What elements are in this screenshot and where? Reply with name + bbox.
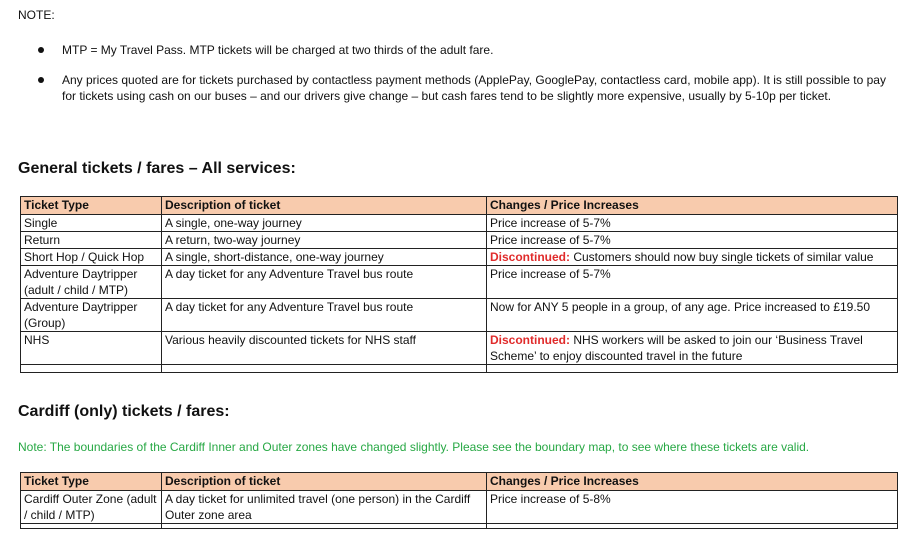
empty-cell: [162, 524, 487, 529]
ticket-type-cell: Adventure Daytripper (adult / child / MTP): [21, 266, 162, 299]
changes-text: Now for ANY 5 people in a group, of any age. Price increased to £19.50: [490, 300, 871, 314]
changes-text: Price increase of 5-8%: [490, 492, 611, 506]
discontinued-label: Discontinued:: [490, 250, 570, 264]
changes-cell: [487, 232, 898, 249]
list-item: [36, 72, 896, 104]
changes-cell: [487, 249, 898, 266]
changes-cell: [487, 215, 898, 232]
description-cell: A single, short-distance, one-way journey: [162, 249, 487, 266]
ticket-type-cell: Single: [21, 215, 162, 232]
ticket-type-cell: Cardiff Outer Zone (adult / child / MTP): [21, 491, 162, 524]
changes-cell: [487, 266, 898, 299]
description-cell: A single, one-way journey: [162, 215, 487, 232]
table-row-empty: [21, 524, 898, 529]
table-row: [21, 215, 898, 232]
ticket-type-cell: NHS: [21, 332, 162, 365]
empty-cell: [21, 365, 162, 373]
description-cell: A return, two-way journey: [162, 232, 487, 249]
cardiff-heading: Cardiff (only) tickets / fares:: [18, 403, 230, 420]
table-row: [21, 232, 898, 249]
header-description: Description of ticket: [162, 473, 487, 491]
empty-cell: [162, 365, 487, 373]
empty-cell: [487, 365, 898, 373]
description-cell: Various heavily discounted tickets for NHS staff: [162, 332, 487, 365]
bullet-icon: [38, 47, 44, 53]
table-row: [21, 491, 898, 524]
cardiff-fares-table: [20, 472, 898, 529]
changes-cell: [487, 299, 898, 332]
general-fares-table: [20, 196, 898, 373]
description-cell: A day ticket for unlimited travel (one person) in the Cardiff Outer zone area: [162, 491, 487, 524]
table-row-empty: [21, 365, 898, 373]
bullet-text: Any prices quoted are for tickets purchased by contactless payment methods (ApplePay, GooglePay, contactless card, mobile app). It is still possible to pay for tickets using cash on our buses – and our drivers give change – but cash fares tend to be slightly more expensive, usually by 5-10p per ticket.: [62, 73, 886, 103]
description-cell: A day ticket for any Adventure Travel bus route: [162, 266, 487, 299]
changes-text: NHS workers will be asked to join our ‘Business Travel Scheme’ to enjoy discounted travel in the future: [490, 333, 863, 363]
header-ticket-type: Ticket Type: [21, 473, 162, 491]
table-row: [21, 299, 898, 332]
ticket-type-cell: Short Hop / Quick Hop: [21, 249, 162, 266]
changes-cell: [487, 491, 898, 524]
note-label: NOTE:: [18, 8, 55, 22]
ticket-type-cell: Return: [21, 232, 162, 249]
discontinued-label: Discontinued:: [490, 333, 570, 347]
empty-cell: [21, 524, 162, 529]
table-header-row: [21, 197, 898, 215]
table-row: [21, 332, 898, 365]
cardiff-note: Note: The boundaries of the Cardiff Inner and Outer zones have changed slightly. Please see the boundary map, to see where these tickets are valid.: [18, 440, 810, 454]
changes-text: Price increase of 5-7%: [490, 216, 611, 230]
changes-cell: [487, 332, 898, 365]
table-row: [21, 266, 898, 299]
changes-text: Customers should now buy single tickets of similar value: [570, 250, 874, 264]
header-ticket-type: Ticket Type: [21, 197, 162, 215]
table-header-row: [21, 473, 898, 491]
general-heading: General tickets / fares – All services:: [18, 160, 296, 177]
header-changes: Changes / Price Increases: [487, 197, 898, 215]
notes-list: [36, 42, 896, 118]
empty-cell: [487, 524, 898, 529]
ticket-type-cell: Adventure Daytripper (Group): [21, 299, 162, 332]
list-item: [36, 42, 896, 58]
changes-text: Price increase of 5-7%: [490, 267, 611, 281]
bullet-icon: [38, 77, 44, 83]
header-description: Description of ticket: [162, 197, 487, 215]
bullet-text: MTP = My Travel Pass. MTP tickets will be charged at two thirds of the adult fare.: [62, 43, 494, 57]
changes-text: Price increase of 5-7%: [490, 233, 611, 247]
table-row: [21, 249, 898, 266]
description-cell: A day ticket for any Adventure Travel bus route: [162, 299, 487, 332]
header-changes: Changes / Price Increases: [487, 473, 898, 491]
